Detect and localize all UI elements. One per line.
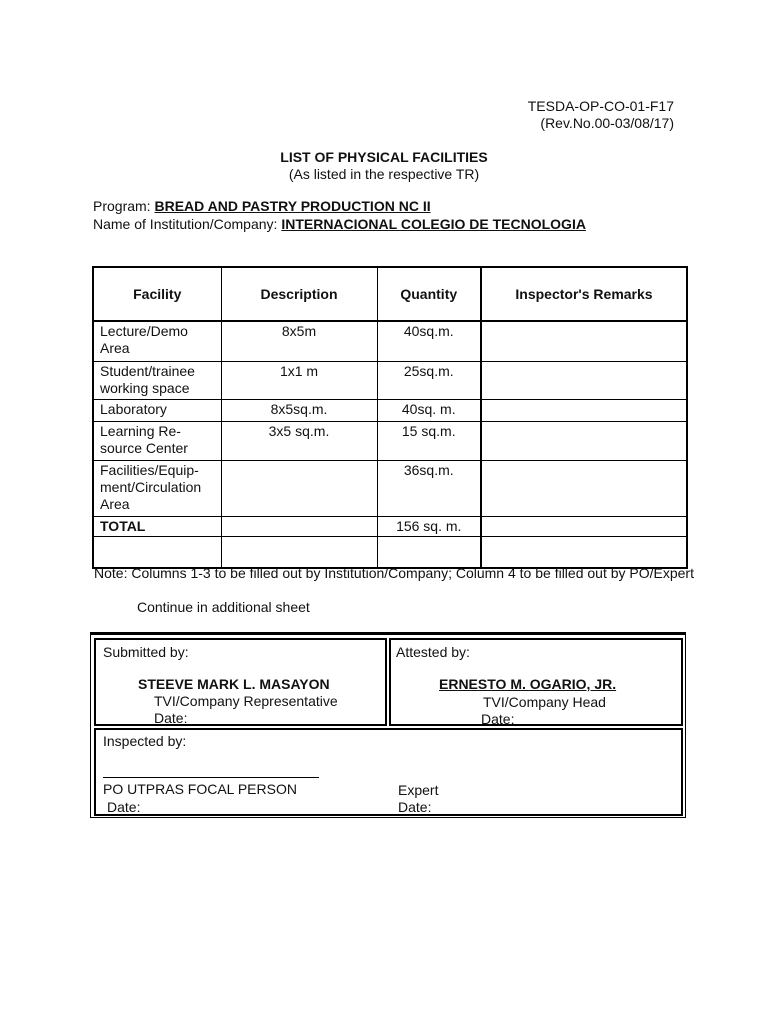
institution-label: Name of Institution/Company: (93, 216, 282, 232)
institution-line (93, 216, 586, 233)
remarks-cell (481, 399, 687, 421)
facility-cell: Lecture/Demo Area (93, 321, 221, 361)
description-cell (221, 460, 377, 516)
empty-cell (93, 536, 221, 568)
quantity-cell: 15 sq.m. (377, 421, 481, 460)
table-row (93, 399, 687, 421)
empty-cell (221, 536, 377, 568)
program-label: Program: (93, 198, 155, 214)
remarks-cell (481, 460, 687, 516)
remarks-cell (481, 421, 687, 460)
header-quantity: Quantity (377, 267, 481, 321)
quantity-cell: 40sq. m. (377, 399, 481, 421)
attested-role: TVI/Company Head (483, 694, 606, 710)
institution-value: INTERNACIONAL COLEGIO DE TECNOLOGIA (281, 216, 586, 232)
expert-date-label: Date: (398, 799, 432, 815)
po-role: PO UTPRAS FOCAL PERSON (103, 781, 297, 797)
empty-cell (481, 536, 687, 568)
table-row (93, 460, 687, 516)
facilities-table (92, 266, 688, 569)
quantity-cell: 36sq.m. (377, 460, 481, 516)
attested-label: Attested by: (396, 644, 470, 660)
facility-cell: Laboratory (93, 399, 221, 421)
program-line (93, 198, 431, 215)
submitted-role: TVI/Company Representative (154, 693, 338, 709)
signature-block (90, 632, 686, 818)
header-facility: Facility (93, 267, 221, 321)
facility-cell: Facilities/Equip-ment/Circulation Area (93, 460, 221, 516)
submitted-date-label: Date: (154, 710, 188, 726)
table-row (93, 361, 687, 399)
description-cell: 8x5sq.m. (221, 399, 377, 421)
header-description: Description (221, 267, 377, 321)
table-row (93, 321, 687, 361)
table-header-row (93, 267, 687, 321)
attested-section (389, 638, 683, 726)
remarks-cell (481, 321, 687, 361)
form-code: TESDA-OP-CO-01-F17 (527, 98, 674, 114)
total-description-cell (221, 516, 377, 536)
po-date-label: Date: (107, 799, 141, 815)
form-code-block (528, 98, 674, 132)
description-cell: 1x1 m (221, 361, 377, 399)
title-block (0, 149, 768, 183)
total-remarks-cell (481, 516, 687, 536)
inspected-section (94, 728, 683, 816)
expert-role: Expert (398, 782, 439, 798)
submitted-name: STEEVE MARK L. MASAYON (138, 676, 330, 692)
table-row (93, 421, 687, 460)
remarks-cell (481, 361, 687, 399)
revision-number: (Rev.No.00-03/08/17) (540, 115, 674, 131)
continue-text: Continue in additional sheet (137, 599, 310, 615)
quantity-cell: 25sq.m. (377, 361, 481, 399)
inspected-label: Inspected by: (103, 733, 187, 749)
facility-cell: Learning Re-source Center (93, 421, 221, 460)
description-cell: 8x5m (221, 321, 377, 361)
header-inspector-remarks: Inspector's Remarks (481, 267, 687, 321)
empty-row (93, 536, 687, 568)
attested-name: ERNESTO M. OGARIO, JR. (439, 676, 617, 692)
total-quantity: 156 sq. m. (377, 516, 481, 536)
page-subtitle: (As listed in the respective TR) (288, 166, 480, 182)
total-label: TOTAL (93, 516, 221, 536)
total-row (93, 516, 687, 536)
description-cell: 3x5 sq.m. (221, 421, 377, 460)
submitted-label: Submitted by: (103, 644, 189, 660)
empty-cell (377, 536, 481, 568)
program-value: BREAD AND PASTRY PRODUCTION NC II (154, 198, 431, 214)
facility-cell: Student/trainee working space (93, 361, 221, 399)
submitted-section (94, 638, 387, 726)
quantity-cell: 40sq.m. (377, 321, 481, 361)
attested-date-label: Date: (481, 711, 515, 727)
note-text: Note: Columns 1-3 to be filled out by Institution/Company; Column 4 to be filled out by PO/Expert (94, 565, 694, 581)
page-title: LIST OF PHYSICAL FACILITIES (280, 149, 488, 165)
po-signature-line (103, 777, 319, 778)
